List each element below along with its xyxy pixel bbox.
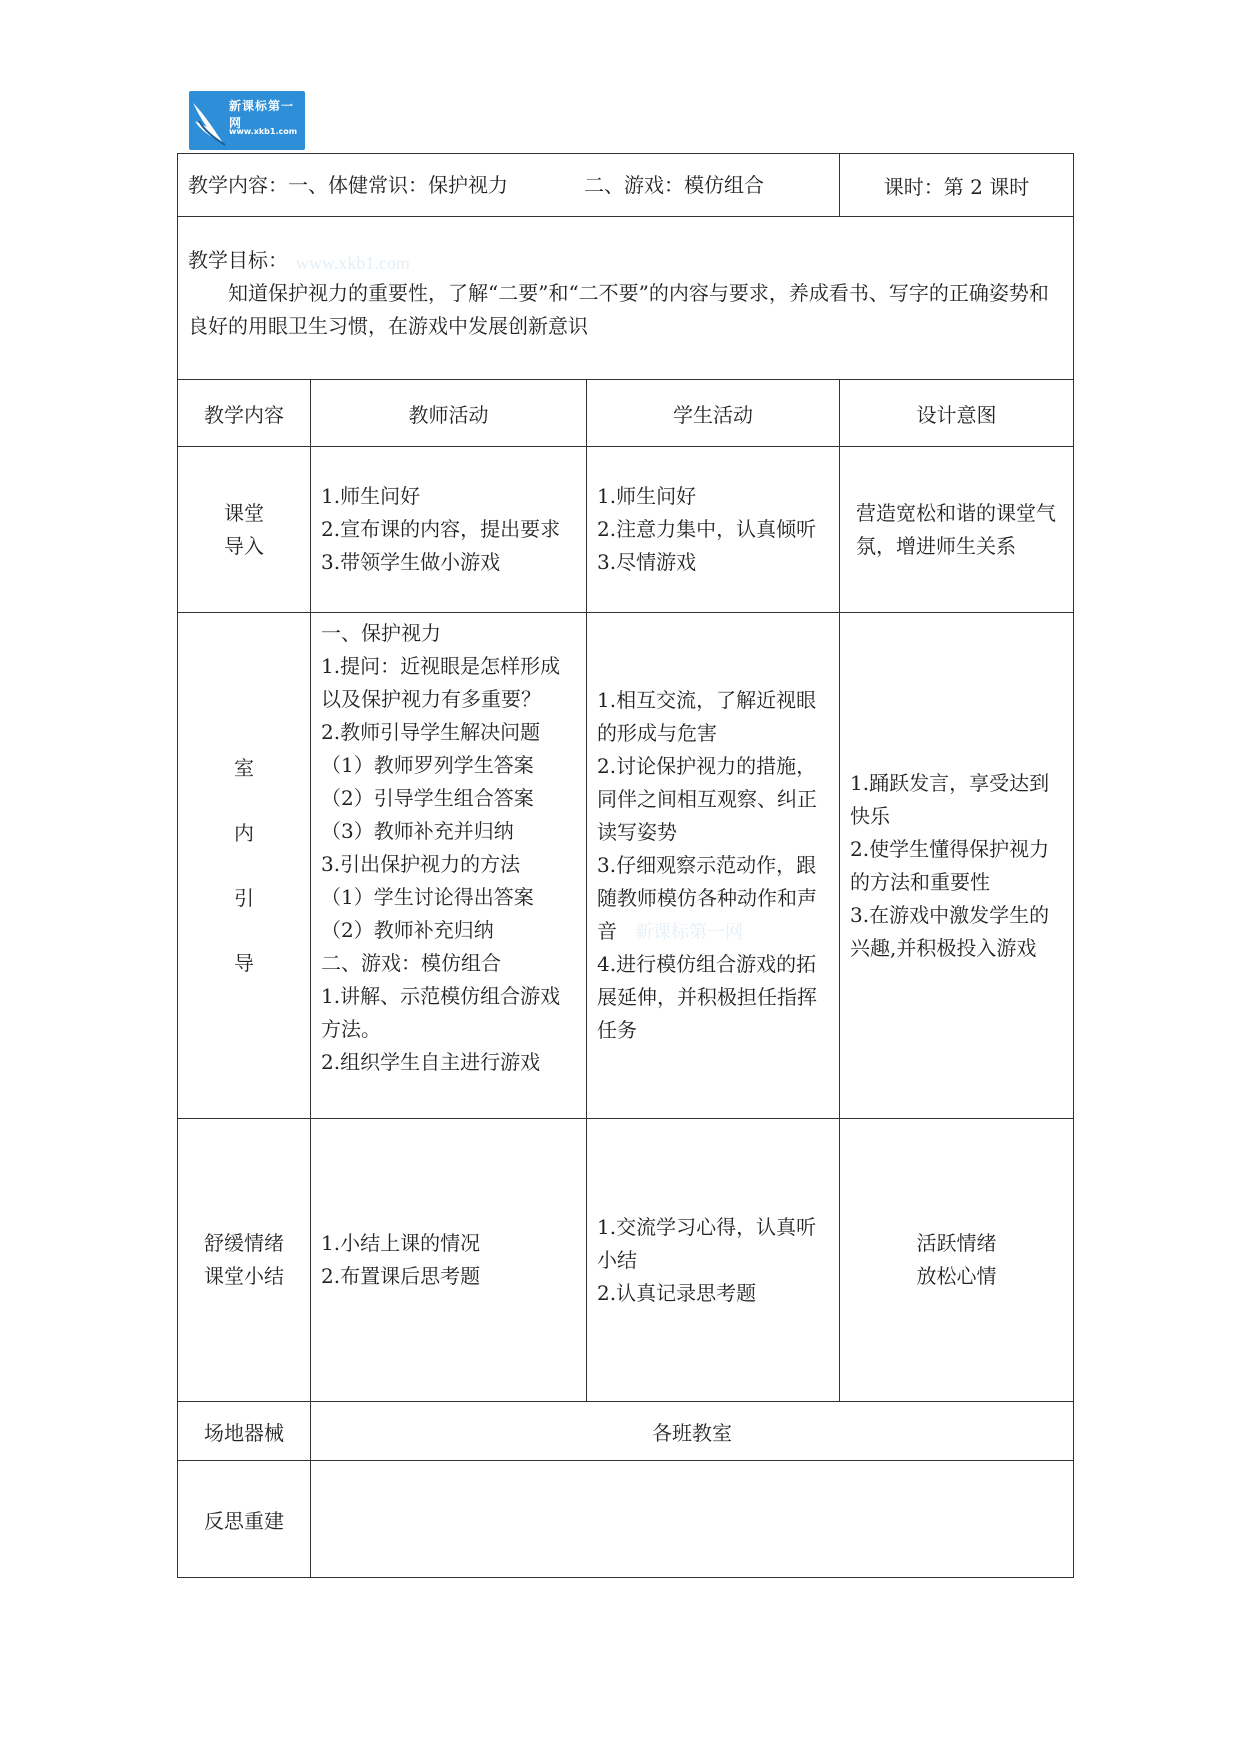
teacher-activity-cell xyxy=(311,447,587,613)
table-row xyxy=(178,1119,1074,1402)
list-item: 3.引出保护视力的方法 xyxy=(321,852,521,876)
design-intent-cell xyxy=(840,1119,1074,1402)
list-item: （3）教师补充并归纳 xyxy=(321,819,514,843)
objectives-label: 教学目标： xyxy=(188,248,288,272)
section-line: 引 xyxy=(234,885,254,910)
content-label: 教学内容： xyxy=(188,172,288,197)
equipment-label: 场地器械 xyxy=(178,1402,311,1461)
list-item: 2.布置课后思考题 xyxy=(321,1264,481,1288)
section-cell xyxy=(178,447,311,613)
list-item: 活跃情绪 xyxy=(916,1231,997,1255)
column-header-teacher: 教师活动 xyxy=(311,380,587,447)
watermark-url: www.xkb1.com xyxy=(296,253,410,273)
student-activity-cell xyxy=(587,1119,840,1402)
list-item: 1.踊跃发言，享受达到快乐 xyxy=(850,770,1050,828)
lesson-period: 课时：第 2 课时 xyxy=(883,174,1030,199)
list-item: 1.师生问好 xyxy=(597,484,697,508)
student-activity-cell xyxy=(587,447,840,613)
list-item: 3.仔细观察示范动作，跟随教师模仿各种动作和声音 xyxy=(597,853,817,943)
list-item: 2.注意力集中，认真倾听 xyxy=(597,517,817,541)
site-logo xyxy=(189,91,305,150)
lesson-period-cell xyxy=(840,154,1074,217)
reflection-label: 反思重建 xyxy=(178,1461,311,1578)
teacher-activity-cell xyxy=(311,1119,587,1402)
bird-logo-icon xyxy=(189,91,229,150)
section-cell xyxy=(178,613,311,1119)
list-item: （2）引导学生组合答案 xyxy=(321,786,534,810)
list-item: 营造宽松和谐的课堂气氛，增进师生关系 xyxy=(856,500,1056,558)
lesson-plan-table xyxy=(177,153,1074,1578)
teacher-activity-cell xyxy=(311,613,587,1119)
logo-url: www.xkb1.com xyxy=(229,127,298,136)
column-header-student: 学生活动 xyxy=(587,380,840,447)
section-line: 舒缓情绪 xyxy=(204,1231,284,1255)
list-item: 1.小结上课的情况 xyxy=(321,1231,481,1255)
list-item: 2.认真记录思考题 xyxy=(597,1280,757,1305)
list-item: 2.组织学生自主进行游戏 xyxy=(321,1050,541,1074)
list-item: 1.交流学习心得，认真听小结 xyxy=(597,1214,817,1272)
equipment-value: 各班教室 xyxy=(311,1402,1074,1461)
section-line: 导 xyxy=(234,950,254,975)
design-intent-cell xyxy=(840,613,1074,1119)
list-item: 3.带领学生做小游戏 xyxy=(321,550,501,574)
section-line: 导入 xyxy=(224,533,264,558)
lesson-content-cell xyxy=(178,154,840,217)
list-item: （2）教师补充归纳 xyxy=(321,918,494,942)
list-item: 3.尽情游戏 xyxy=(597,550,697,574)
student-activity-cell xyxy=(587,613,840,1119)
section-line: 内 xyxy=(234,820,254,845)
table-row xyxy=(178,447,1074,613)
column-header-content: 教学内容 xyxy=(178,380,311,447)
column-header-intent: 设计意图 xyxy=(840,380,1074,447)
list-item: 1.相互交流，了解近视眼的形成与危害 xyxy=(597,688,817,745)
watermark-site: 新课标第一网 xyxy=(635,922,743,942)
column-header-row xyxy=(178,380,1074,447)
list-item: 2.讨论保护视力的措施，同伴之间相互观察、纠正读写姿势 xyxy=(597,754,817,844)
section-cell xyxy=(178,1119,311,1402)
reflection-row xyxy=(178,1461,1074,1578)
header-row xyxy=(178,154,1074,217)
list-item: 放松心情 xyxy=(916,1264,997,1288)
objectives-row xyxy=(178,217,1074,380)
list-item: 3.在游戏中激发学生的兴趣,并积极投入游戏 xyxy=(850,902,1050,960)
equipment-row xyxy=(178,1402,1074,1461)
list-item: （1）学生讨论得出答案 xyxy=(321,885,534,909)
logo-title: 新课标第一网 xyxy=(229,99,295,130)
list-item: （1）教师罗列学生答案 xyxy=(321,753,534,777)
reflection-value xyxy=(311,1461,1074,1578)
objectives-text: 知道保护视力的重要性，了解“二要”和“二不要”的内容与要求，养成看书、写字的正确姿势和良好的用眼卫生习惯，在游戏中发展创新意识 xyxy=(188,281,1049,338)
list-item: 2.使学生懂得保护视力的方法和重要性 xyxy=(850,836,1050,894)
section-line: 课堂小结 xyxy=(204,1264,284,1288)
list-item: 1.讲解、示范模仿组合游戏方法。 xyxy=(321,984,561,1041)
list-item: 4.进行模仿组合游戏的拓展延伸，并积极担任指挥任务 xyxy=(597,952,817,1042)
list-item: 1.师生问好 xyxy=(321,484,421,508)
list-item: 2.宣布课的内容，提出要求 xyxy=(321,517,561,541)
section-line: 课堂 xyxy=(224,500,264,525)
table-row xyxy=(178,613,1074,1119)
list-item: 二、游戏：模仿组合 xyxy=(321,951,501,975)
content-part2: 二、游戏：模仿组合 xyxy=(584,172,764,197)
list-item: 2.教师引导学生解决问题 xyxy=(321,720,541,744)
design-intent-cell xyxy=(840,447,1074,613)
content-part1: 一、体健常识：保护视力 xyxy=(288,172,508,197)
list-item: 一、保护视力 xyxy=(321,621,441,645)
objectives-cell xyxy=(178,217,1074,380)
section-line: 室 xyxy=(234,755,254,780)
list-item: 1.提问：近视眼是怎样形成以及保护视力有多重要？ xyxy=(321,654,561,711)
